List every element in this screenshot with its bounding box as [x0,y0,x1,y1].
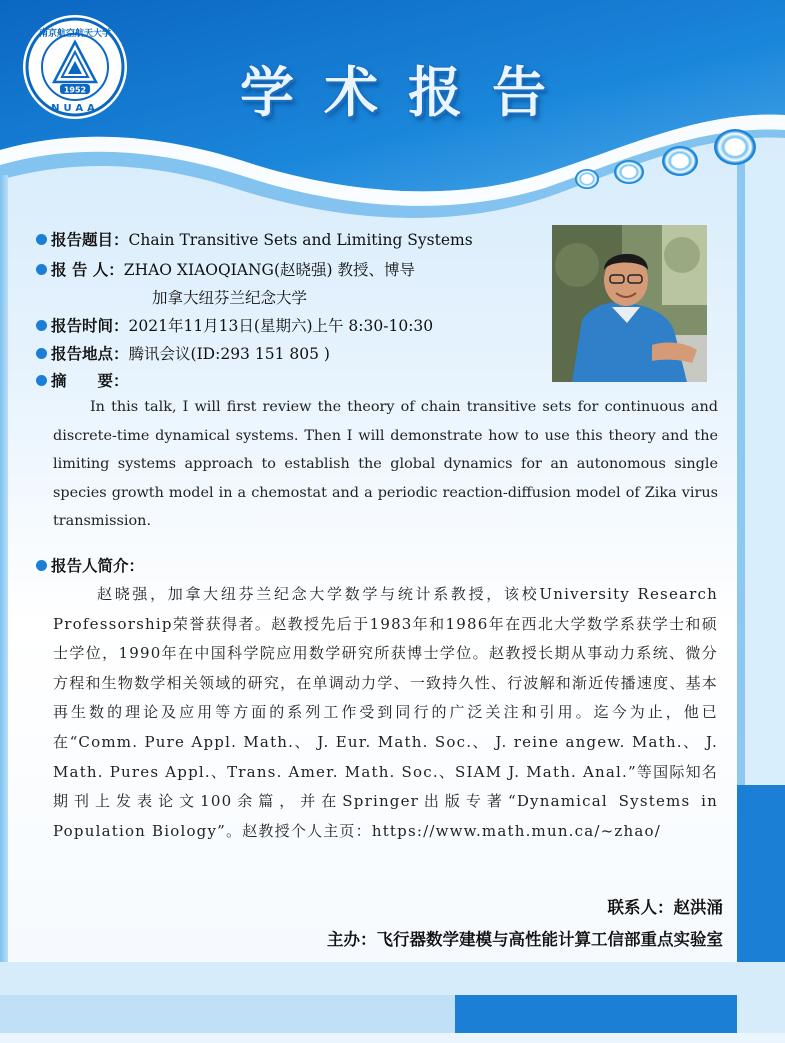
topic-label: 报告题目： [51,231,129,249]
poster-title: 学术报告 [240,61,576,124]
bullet-icon [36,375,47,386]
speaker-label: 报 告 人： [51,261,124,279]
abstract-text: In this talk, I will first review the theory of chain transitive sets for continuous and discrete-time dynamical systems. Then I will demonstrate how to use this theory and the limiting systems approach to establish the global dynamics for an autonomous single species growth model in a chemostat and a periodic reaction-diffusion model of Zika virus transmission. [53,399,718,529]
topic-value: Chain Transitive Sets and Limiting Systems [128,231,473,249]
contact-line: 联系人：赵洪涌 [607,898,723,917]
bullet-icon [36,234,47,245]
speaker-photo [552,225,707,382]
bullet-icon [36,348,47,359]
bullet-icon [36,560,47,571]
decor-circle-4 [714,129,756,165]
speaker-row [36,258,415,280]
bio-heading [36,554,144,576]
affiliation-value: 加拿大纽芬兰纪念大学 [152,289,308,307]
affiliation-row [152,286,307,308]
bullet-icon [36,264,47,275]
decor-circle-2 [614,160,644,184]
abstract-row [36,369,129,391]
topic-row [36,228,473,250]
time-row [36,314,433,336]
organizer-line: 主办：飞行器数学建模与高性能计算工信部重点实验室 [327,930,723,949]
place-value: 腾讯会议(ID:293 151 805 ) [128,345,330,363]
decor-circle-3 [662,146,698,176]
speaker-value: ZHAO XIAOQIANG(赵晓强) 教授、博导 [123,261,415,279]
time-label: 报告时间： [51,317,129,335]
bio-text: 赵晓强，加拿大纽芬兰纪念大学数学与统计系教授，该校University Research Professorship荣誉获得者。赵教授先后于1983年和1986年在西北大学数学系获学士和硕士学位，1990年在中国科学院应用数学研究所获博士学位。赵教授长期从事动力系统、微分方程和生物数学相关领域的研究，在单调动力学、一致持久性、行波解和渐近传播速度、基本再生数的理论及应用等方面的系列工作受到同行的广泛关注和引用。迄今为止，他已在“Comm. Pure Appl. Math.、 J. Eur. Math. Soc.、 J. reine angew. Math.、 J. Math. Pures Appl.、Trans. Amer. Math. Soc.、SIAM J. Math. Anal.”等国际知名期刊上发表论文100余篇，并在Springer出版专著“Dynamical Systems in Population Biology”。赵教授个人主页：https://www.math.mun.ca/~zhao/ [53,585,718,840]
svg-text:1952: 1952 [63,85,87,95]
decor-circle-1 [575,169,599,189]
time-value: 2021年11月13日(星期六)上午 8:30-10:30 [128,317,434,335]
bullet-icon [36,320,47,331]
place-row [36,342,330,364]
abstract-label: 摘 要： [51,372,129,390]
svg-text:NUAA: NUAA [51,103,99,114]
bio-label: 报告人简介： [51,557,145,575]
place-label: 报告地点： [51,345,129,363]
university-logo [20,12,130,122]
svg-text:南京航空航天大学: 南京航空航天大学 [38,29,112,39]
